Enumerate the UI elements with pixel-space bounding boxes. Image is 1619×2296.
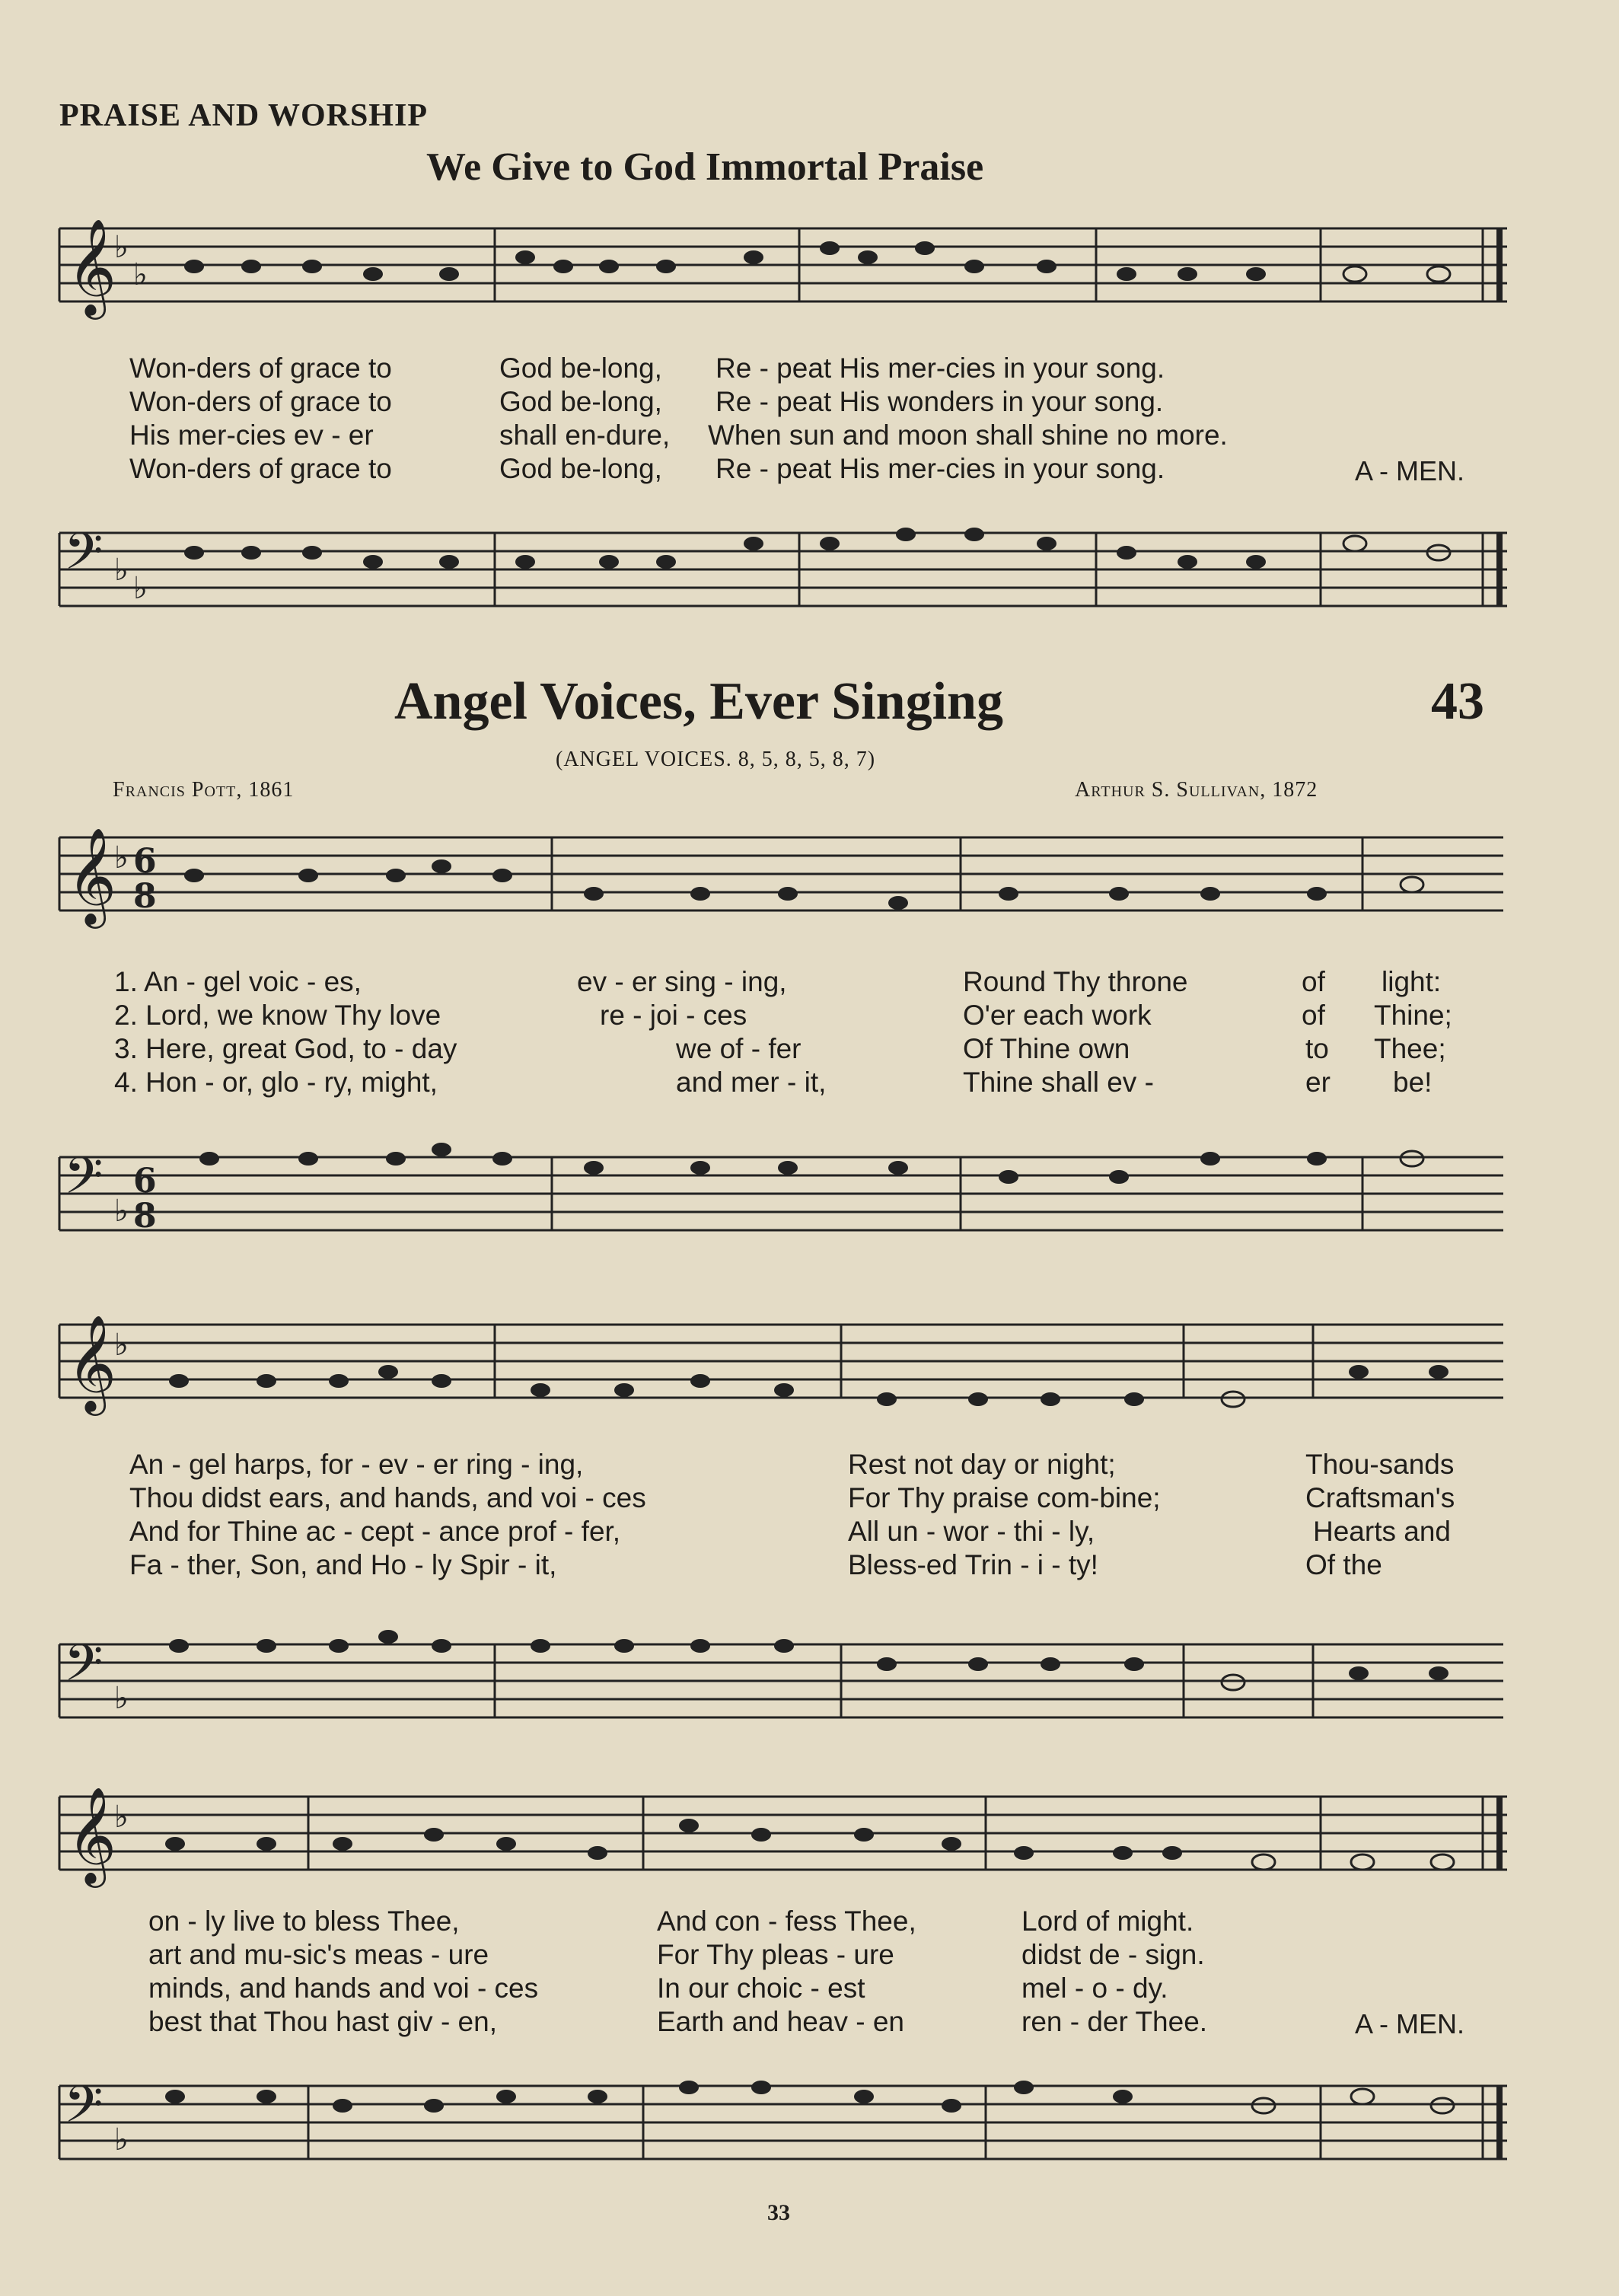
lyric-segment: Thine shall ev -	[963, 1067, 1154, 1098]
svg-text:♭: ♭	[114, 1328, 129, 1363]
svg-text:𝄞: 𝄞	[67, 1314, 117, 1411]
lyric-segment: And for Thine ac - cept - ance prof - fer,	[129, 1516, 621, 1547]
lyric-segment: O'er each work	[963, 1000, 1152, 1031]
lyric-segment: For Thy praise com-bine;	[848, 1482, 1161, 1513]
svg-text:♭: ♭	[114, 1194, 129, 1229]
lyric-line	[114, 999, 1560, 1032]
svg-text:♭: ♭	[114, 840, 129, 875]
lyric-segment: Craftsman's	[1305, 1482, 1455, 1513]
lyric-segment: 1. An - gel voic - es,	[114, 966, 362, 997]
lyric-segment: ren - der Thee.	[1021, 2006, 1208, 2037]
lyric-segment: 3. Here, great God, to - day	[114, 1033, 457, 1064]
svg-text:♭: ♭	[114, 230, 129, 265]
lyric-segment: re - joi - ces	[600, 1000, 747, 1031]
lyric-segment: All un - wor - thi - ly,	[848, 1516, 1095, 1547]
section-heading: PRAISE AND WORSHIP	[59, 98, 428, 133]
svg-text:𝄞: 𝄞	[67, 218, 117, 315]
svg-text:𝄢: 𝄢	[64, 522, 104, 593]
lyric-segment: God be-long,	[499, 453, 662, 484]
lyric-line	[129, 1448, 1576, 1481]
amen-label: A - MEN.	[1355, 455, 1465, 486]
lyric-segment: Hearts and	[1313, 1516, 1451, 1547]
bass-staff-system-3	[0, 2071, 1619, 2200]
lyric-segment: Re - peat His mer-cies in your song.	[715, 352, 1165, 384]
svg-text:♭: ♭	[133, 257, 148, 292]
bass-staff-system-2	[0, 1629, 1619, 1759]
page-number: 33	[767, 2200, 790, 2225]
svg-text:𝄞: 𝄞	[67, 1786, 117, 1883]
hymn-title: Angel Voices, Ever Singing	[394, 672, 1003, 731]
lyric-segment: didst de - sign.	[1021, 1939, 1205, 1970]
lyric-segment: Re - peat His wonders in your song.	[715, 386, 1164, 417]
svg-text:𝄞: 𝄞	[67, 827, 117, 924]
lyric-segment: light:	[1382, 966, 1442, 997]
svg-text:𝄢: 𝄢	[64, 1634, 104, 1704]
lyric-segment: God be-long,	[499, 352, 662, 384]
lyric-segment: For Thy pleas - ure	[657, 1939, 894, 1970]
lyric-line	[148, 1972, 1595, 2005]
lyric-segment: Bless-ed Trin - i - ty!	[848, 1549, 1098, 1580]
lyric-segment: of	[1302, 1000, 1325, 1031]
svg-text:♭: ♭	[114, 553, 129, 588]
lyric-segment: Won-ders of grace to	[129, 453, 392, 484]
lyric-segment: Of Thine own	[963, 1033, 1130, 1064]
lyric-segment: and mer - it,	[676, 1067, 827, 1098]
svg-text:6: 6	[133, 842, 157, 881]
treble-staff-system-3	[0, 1781, 1619, 1911]
lyric-line	[129, 352, 1576, 385]
lyric-segment: to	[1305, 1033, 1329, 1064]
lyric-segment: Won-ders of grace to	[129, 352, 392, 384]
lyric-segment: His mer-cies ev - er	[129, 419, 374, 451]
lyric-segment: minds, and hands and voi - ces	[148, 1972, 539, 2004]
lyric-line	[148, 1938, 1595, 1972]
lyric-line	[114, 1066, 1560, 1099]
hymn-number: 43	[1431, 672, 1484, 731]
treble-staff-hymn-a	[0, 213, 1619, 365]
lyric-segment: ev - er sing - ing,	[577, 966, 787, 997]
lyric-segment: Fa - ther, Son, and Ho - ly Spir - it,	[129, 1549, 557, 1580]
hymn-b-lyrics-system-2	[129, 1448, 1576, 1582]
lyric-segment: on - ly live to bless Thee,	[148, 1905, 460, 1937]
amen-label: A - MEN.	[1355, 2008, 1465, 2039]
lyric-segment: Round Thy throne	[963, 966, 1188, 997]
lyric-line	[129, 1548, 1576, 1582]
svg-text:𝄢: 𝄢	[64, 1146, 104, 1217]
lyric-segment: Won-ders of grace to	[129, 386, 392, 417]
lyric-segment: shall en-dure,	[499, 419, 671, 451]
lyric-segment: art and mu-sic's meas - ure	[148, 1939, 489, 1970]
svg-text:6: 6	[133, 1162, 157, 1201]
svg-text:8: 8	[133, 877, 157, 916]
treble-staff-system-2	[0, 1309, 1619, 1439]
lyric-segment: we of - fer	[676, 1033, 802, 1064]
treble-staff-system-1	[0, 822, 1619, 967]
lyric-segment: Thine;	[1374, 1000, 1452, 1031]
svg-text:♭: ♭	[114, 2122, 129, 2157]
lyric-segment: Lord of might.	[1021, 1905, 1194, 1937]
lyric-segment: Re - peat His mer-cies in your song.	[715, 453, 1165, 484]
lyric-segment: Earth and heav - en	[657, 2006, 904, 2037]
bass-staff-system-1	[0, 1142, 1619, 1279]
lyric-line	[129, 385, 1576, 419]
lyric-line	[148, 1905, 1595, 1938]
lyric-segment: Thou-sands	[1305, 1449, 1455, 1480]
svg-text:♭: ♭	[133, 571, 148, 606]
hymn-b-lyrics-system-1	[114, 965, 1560, 1099]
composer-credit: Arthur S. Sullivan, 1872	[1075, 778, 1318, 802]
lyric-segment: er	[1305, 1067, 1331, 1098]
bass-staff-hymn-a	[0, 518, 1619, 670]
svg-text:𝄢: 𝄢	[64, 2075, 104, 2146]
lyric-segment: 2. Lord, we know Thy love	[114, 1000, 441, 1031]
svg-text:8: 8	[133, 1197, 157, 1236]
lyric-segment: God be-long,	[499, 386, 662, 417]
svg-text:♭: ♭	[114, 1681, 129, 1716]
lyric-segment: Thou didst ears, and hands, and voi - ces	[129, 1482, 646, 1513]
lyric-segment: of	[1302, 966, 1325, 997]
lyric-segment: Rest not day or night;	[848, 1449, 1116, 1480]
lyric-segment: When sun and moon shall shine no more.	[708, 419, 1228, 451]
lyric-line	[129, 1515, 1576, 1548]
lyric-line	[129, 1481, 1576, 1515]
lyric-line	[114, 965, 1560, 999]
svg-text:♭: ♭	[114, 1800, 129, 1835]
lyric-segment: mel - o - dy.	[1021, 1972, 1168, 2004]
lyric-segment: And con - fess Thee,	[657, 1905, 916, 1937]
hymn-title: We Give to God Immortal Praise	[426, 145, 984, 189]
lyric-segment: best that Thou hast giv - en,	[148, 2006, 497, 2037]
lyric-line	[114, 1032, 1560, 1066]
lyric-line	[129, 419, 1576, 452]
tune-name: (ANGEL VOICES. 8, 5, 8, 5, 8, 7)	[556, 748, 876, 771]
lyric-segment: An - gel harps, for - ev - er ring - ing,	[129, 1449, 584, 1480]
lyric-segment: In our choic - est	[657, 1972, 865, 2004]
lyric-segment: Thee;	[1374, 1033, 1446, 1064]
lyric-segment: 4. Hon - or, glo - ry, might,	[114, 1067, 438, 1098]
lyric-segment: Of the	[1305, 1549, 1382, 1580]
lyric-segment: be!	[1393, 1067, 1433, 1098]
author-credit: Francis Pott, 1861	[113, 778, 295, 802]
